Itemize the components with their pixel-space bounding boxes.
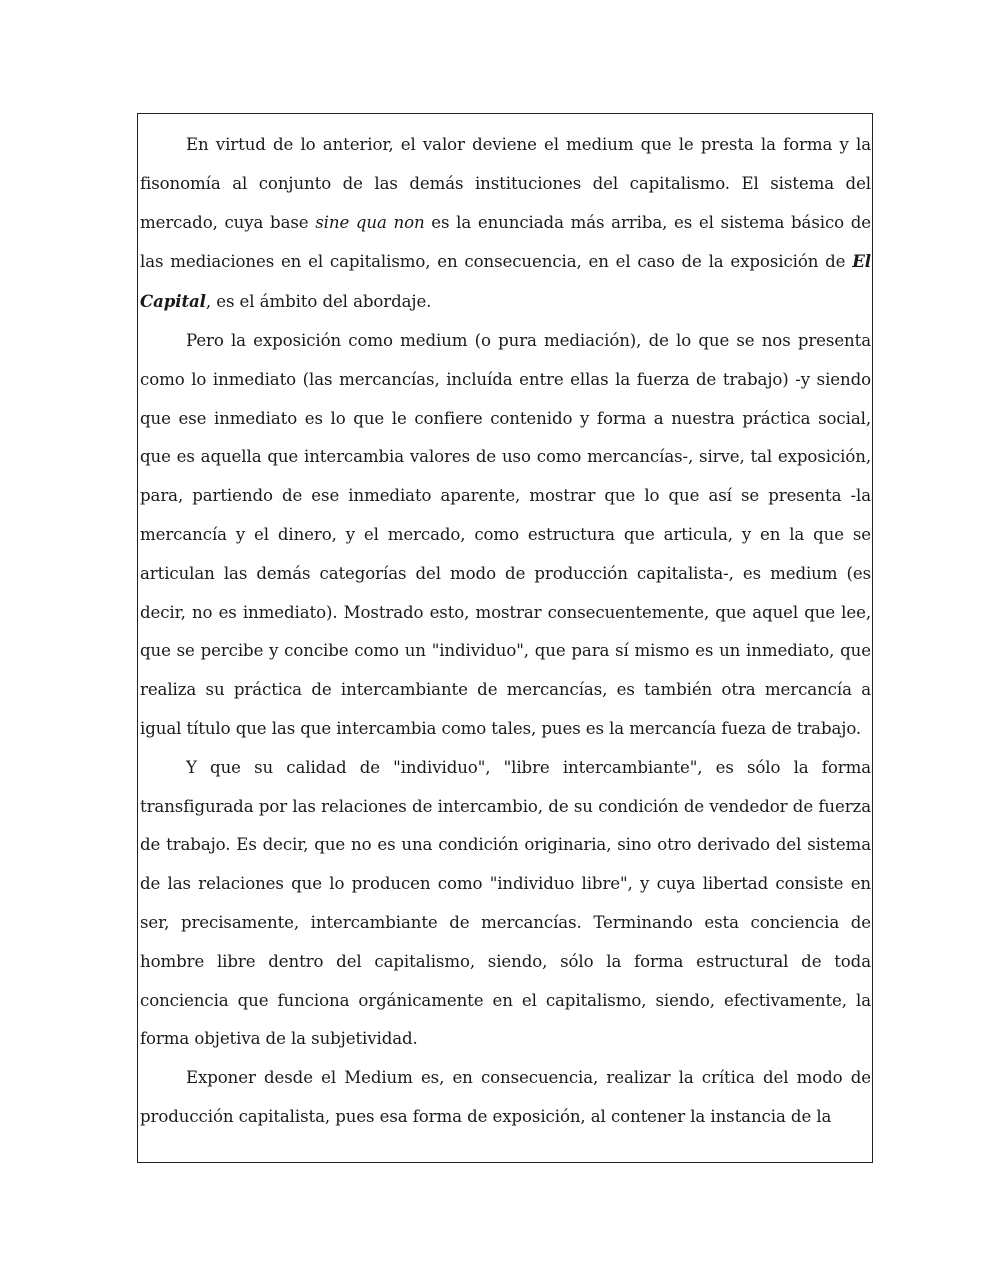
paragraph-1-text: En virtud de lo anterior, el valor deviene el medium que le presta la forma y la fisonomía al conjunto de las demás instituciones del capitalismo. El sistema del mercado, cuya base — [140, 135, 871, 232]
paragraph-1-text-continued: es la enunciada más arriba, es el sistema básico de las mediaciones en el capitalismo, en consecuencia, en el caso de la exposición de — [140, 212, 871, 272]
paragraph-1 — [140, 126, 871, 322]
book-title-el-capital: El Capital — [140, 251, 871, 312]
paragraph-1-text-end: , es el ámbito del abordaje. — [205, 292, 432, 312]
paragraph-3-text: Y que su calidad de "individuo", "libre intercambiante", es sólo la forma transfigurada por las relaciones de intercambio, de su condición de vendedor de fuerza de trabajo. Es decir, que no es una condición originaria, sino otro derivado del sistema de las relaciones que lo producen como "individuo libre", y cuya libertad consiste en ser, precisamente, intercambiante de mercancías. Terminando esta conciencia de hombre libre dentro del capitalismo, siendo, sólo la forma estructural de toda conciencia que funciona orgánicamente en el capitalismo, siendo, efectivamente, la forma objetiva de la subjetividad. — [140, 757, 871, 1049]
paragraph-4 — [140, 1059, 871, 1137]
paragraph-2 — [140, 322, 871, 749]
paragraph-2-text: Pero la exposición como medium (o pura mediación), de lo que se nos presenta como lo inmediato (las mercancías, incluída entre ellas la fuerza de trabajo) -y siendo que ese inmediato es lo que le confiere contenido y forma a nuestra práctica social, que es aquella que intercambia valores de uso como mercancías-, sirve, tal exposición, para, partiendo de ese inmediato aparente, mostrar que lo que así se presenta -la mercancía y el dinero, y el mercado, como estructura que articula, y en la que se articulan las demás categorías del modo de producción capitalista-, es medium (es decir, no es inmediato). Mostrado esto, mostrar consecuentemente, que aquel que lee, que se percibe y concibe como un "individuo", que para sí mismo es un inmediato, que realiza su práctica de intercambiante de mercancías, es también otra mercancía a igual título que las que intercambia como tales, pues es la mercancía fueza de trabajo. — [140, 330, 871, 738]
page-text — [140, 126, 871, 1137]
paragraph-4-text: Exponer desde el Medium es, en consecuencia, realizar la crítica del modo de producción capitalista, pues esa forma de exposición, al contener la instancia de la — [140, 1068, 871, 1126]
paragraph-3 — [140, 749, 871, 1059]
italic-phrase-sine-qua-non: sine qua non — [315, 212, 425, 232]
page-frame — [137, 113, 873, 1163]
